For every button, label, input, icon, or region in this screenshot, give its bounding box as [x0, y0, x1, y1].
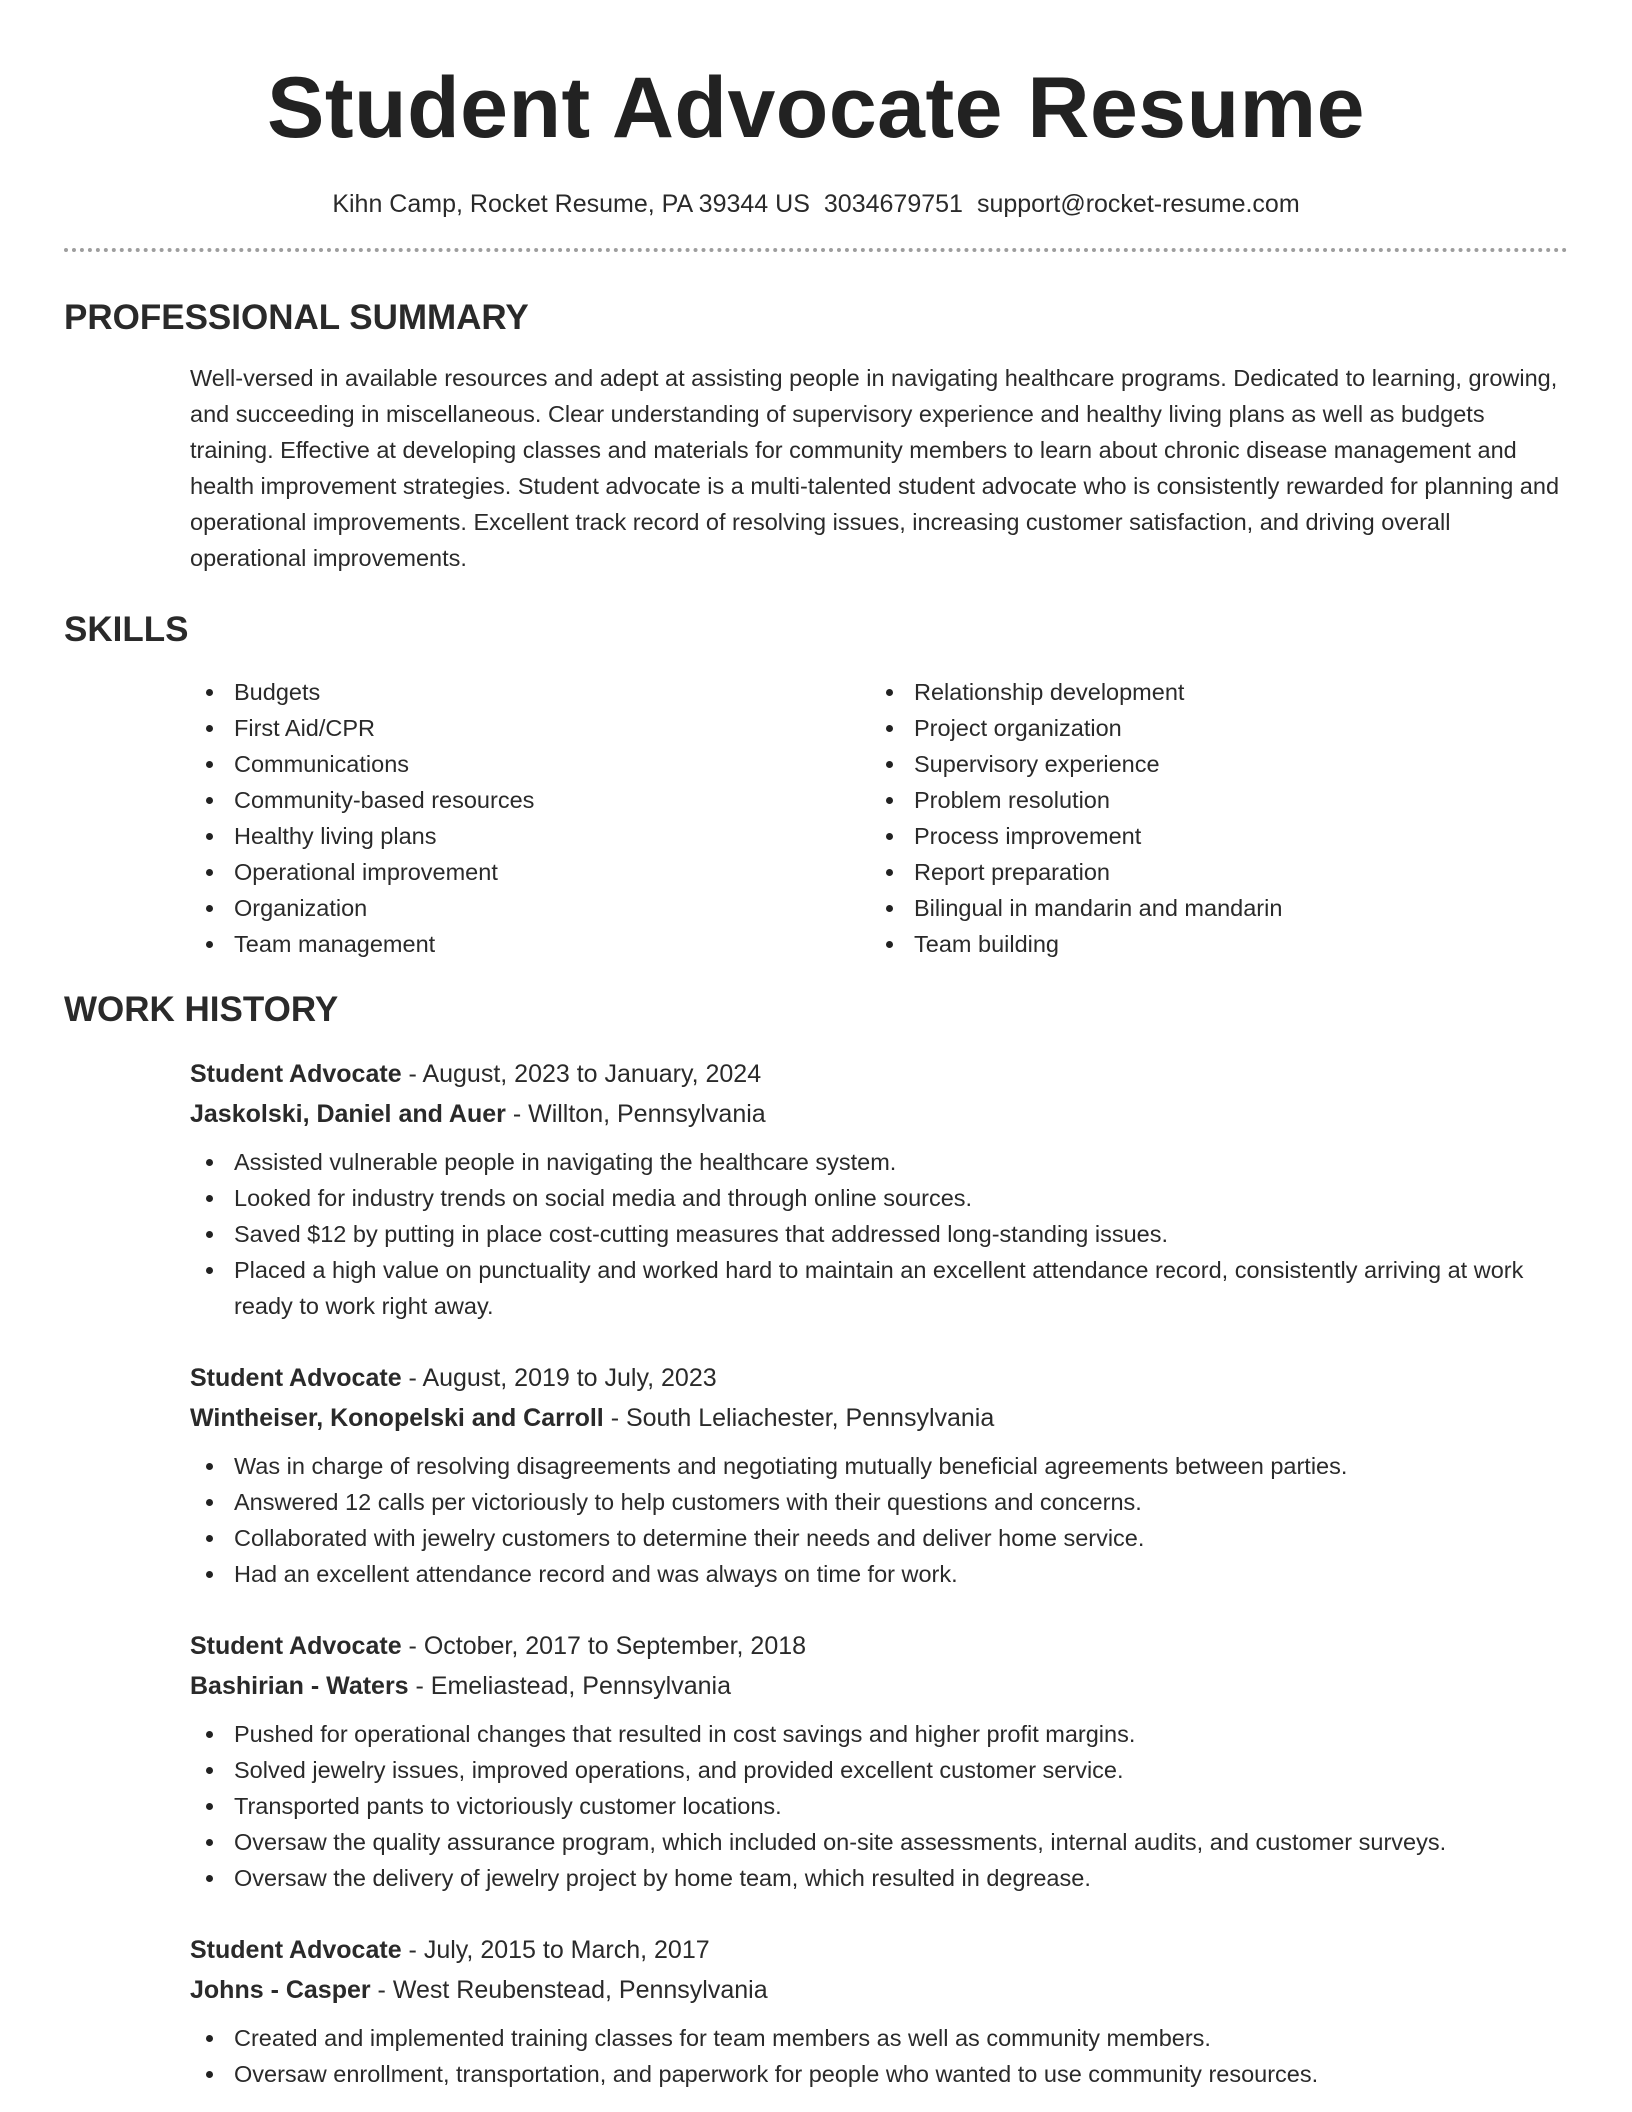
job-company: Bashirian - Waters [190, 1672, 409, 1700]
job-title: Student Advocate [190, 1632, 402, 1660]
job-company-line [190, 1398, 1568, 1438]
job-bullet: Pushed for operational changes that resulted in cost savings and higher profit margins. [190, 1716, 1568, 1752]
job-dates: - August, 2023 to January, 2024 [401, 1060, 762, 1088]
job-bullet: Oversaw the quality assurance program, which included on-site assessments, internal audits, and customer surveys. [190, 1824, 1568, 1860]
job-title: Student Advocate [190, 1364, 402, 1392]
job-bullet: Looked for industry trends on social media and through online sources. [190, 1180, 1568, 1216]
skill-item: Problem resolution [870, 782, 1282, 818]
skill-item: Communications [190, 746, 870, 782]
job-bullet: Placed a high value on punctuality and worked hard to maintain an excellent attendance record, consistently arriving at work ready to work right away. [190, 1252, 1568, 1324]
job-location: - South Leliachester, Pennsylvania [603, 1404, 995, 1432]
job-bullets [190, 1716, 1568, 1896]
job-bullet: Solved jewelry issues, improved operations, and provided excellent customer service. [190, 1752, 1568, 1788]
job-entry [190, 1930, 1568, 2092]
job-dates: - October, 2017 to September, 2018 [401, 1632, 807, 1660]
job-location: - Emeliastead, Pennsylvania [408, 1672, 731, 1700]
skill-item: Project organization [870, 710, 1282, 746]
job-company-line [190, 1094, 1568, 1134]
skill-item: Operational improvement [190, 854, 870, 890]
job-bullet: Oversaw the delivery of jewelry project by home team, which resulted in degrease. [190, 1860, 1568, 1896]
job-entry [190, 1054, 1568, 1324]
job-title-line [190, 1054, 1568, 1094]
skill-item: Organization [190, 890, 870, 926]
skill-item: Bilingual in mandarin and mandarin [870, 890, 1282, 926]
skill-item: Community-based resources [190, 782, 870, 818]
job-bullets [190, 2020, 1568, 2092]
work-history-heading: WORK HISTORY [64, 990, 339, 1029]
job-bullets [190, 1448, 1568, 1592]
skill-item: Supervisory experience [870, 746, 1282, 782]
contact-address: Kihn Camp, Rocket Resume, PA 39344 US [332, 190, 810, 218]
job-dates: - July, 2015 to March, 2017 [401, 1936, 710, 1964]
job-company-line [190, 1970, 1568, 2010]
skill-item: Report preparation [870, 854, 1282, 890]
job-company: Jaskolski, Daniel and Auer [190, 1100, 506, 1128]
contact-line [64, 186, 1568, 222]
skill-item: Team building [870, 926, 1282, 962]
skill-item: Process improvement [870, 818, 1282, 854]
contact-email: support@rocket-resume.com [976, 190, 1300, 218]
skills-heading: SKILLS [64, 610, 189, 649]
job-bullets [190, 1144, 1568, 1324]
job-entry [190, 1626, 1568, 1896]
header-divider [64, 248, 1568, 252]
job-company-line [190, 1666, 1568, 1706]
job-bullet: Assisted vulnerable people in navigating the healthcare system. [190, 1144, 1568, 1180]
job-title: Student Advocate [190, 1060, 402, 1088]
job-bullet: Transported pants to victoriously customer locations. [190, 1788, 1568, 1824]
job-title: Student Advocate [190, 1936, 402, 1964]
job-bullet: Created and implemented training classes for team members as well as community members. [190, 2020, 1568, 2056]
skill-item: Team management [190, 926, 870, 962]
job-location: - West Reubenstead, Pennsylvania [370, 1976, 768, 2004]
contact-phone: 3034679751 [823, 190, 963, 218]
skills-list [190, 674, 1568, 962]
job-location: - Willton, Pennsylvania [505, 1100, 766, 1128]
job-company: Wintheiser, Konopelski and Carroll [190, 1404, 604, 1432]
job-bullet: Saved $12 by putting in place cost-cutting measures that addressed long-standing issues. [190, 1216, 1568, 1252]
skill-item: Relationship development [870, 674, 1282, 710]
skills-column-2 [870, 674, 1282, 962]
job-bullet: Answered 12 calls per victoriously to help customers with their questions and concerns. [190, 1484, 1568, 1520]
summary-heading: PROFESSIONAL SUMMARY [64, 298, 529, 337]
job-bullet: Oversaw enrollment, transportation, and paperwork for people who wanted to use community resources. [190, 2056, 1568, 2092]
skill-item: Healthy living plans [190, 818, 870, 854]
skills-column-1 [190, 674, 870, 962]
job-title-line [190, 1930, 1568, 1970]
job-entry [190, 1358, 1568, 1592]
job-title-line [190, 1626, 1568, 1666]
job-company: Johns - Casper [190, 1976, 371, 2004]
job-bullet: Collaborated with jewelry customers to determine their needs and deliver home service. [190, 1520, 1568, 1556]
job-dates: - August, 2019 to July, 2023 [401, 1364, 717, 1392]
summary-text: Well-versed in available resources and adept at assisting people in navigating healthcare programs. Dedicated to learning, growing, and succeeding in miscellaneous. Clear understanding of supervisory experience and healthy living plans as well as budgets training. Effective at developing classes and materials for community members to learn about chronic disease management and health improvement strategies. Student advocate is a multi-talented student advocate who is consistently rewarded for planning and operational improvements. Excellent track record of resolving issues, increasing customer satisfaction, and driving overall operational improvements. [190, 365, 1560, 571]
resume-title: Student Advocate Resume [267, 60, 1365, 156]
job-bullet: Had an excellent attendance record and was always on time for work. [190, 1556, 1568, 1592]
job-bullet: Was in charge of resolving disagreements and negotiating mutually beneficial agreements between parties. [190, 1448, 1568, 1484]
work-history-list [190, 1054, 1568, 2092]
job-title-line [190, 1358, 1568, 1398]
resume-page [64, 0, 1568, 2092]
skill-item: Budgets [190, 674, 870, 710]
skill-item: First Aid/CPR [190, 710, 870, 746]
